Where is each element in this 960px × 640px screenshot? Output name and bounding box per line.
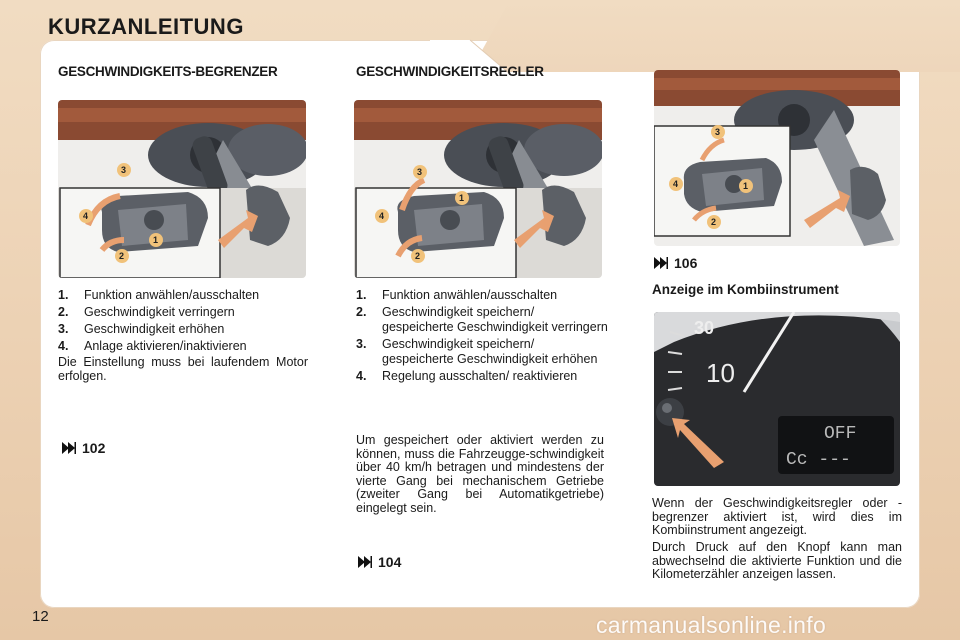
limiter-heading: GESCHWINDIGKEITS-BEGRENZER [58,64,278,79]
list-item: 1. Funktion anwählen/ausschalten [356,288,558,302]
display-page-ref[interactable]: 106 [654,255,697,271]
display-callout-3: 3 [715,127,721,137]
list-item: 3. Geschwindigkeit erhöhen [58,322,225,336]
list-item: 2. Geschwindigkeit verringern [58,305,235,319]
lcd-off-text: OFF [824,424,857,444]
display-heading: Anzeige im Kombiinstrument [652,282,839,297]
cruise-note: Um gespeichert oder aktiviert werden zu können, muss die Fahrzeugge-schwindigkeit über 40 km/h betragen und mindestens der vierte Gang bei mechanischem Getriebe (zweiter Gang bei Automatikgetriebe) eingelegt sein. [356,433,604,515]
limiter-callout-3: 3 [121,165,127,175]
display-callout-1: 1 [743,181,749,191]
fast-forward-icon [62,442,76,454]
display-paragraph-2: Durch Druck auf den Knopf kann man abwechselnd die aktivierte Funktion und die Kilometerzähler anzeigen lassen. [652,540,902,581]
cruise-callout-3: 3 [417,167,423,177]
cruise-stalk-photo [354,100,602,278]
watermark: carmanualsonline.info [596,612,827,638]
page-number: 12 [32,608,49,625]
display-callout-2: 2 [711,217,717,227]
cruise-callout-1: 1 [459,193,465,203]
cruise-page-ref[interactable]: 104 [358,554,401,570]
steering-stalk-photo [654,70,900,246]
instrument-cluster-photo [654,312,900,486]
display-paragraph-1: Wenn der Geschwindigkeitsregler oder -begrenzer aktiviert ist, wird dies im Kombiinstrument angezeigt. [652,496,902,537]
limiter-list [58,288,310,356]
fast-forward-icon [654,257,668,269]
list-item: 3. Geschwindigkeit speichern/ gespeicherte Geschwindigkeit erhöhen [356,337,598,366]
lcd-cc-text: Cc --- [786,450,851,470]
cruise-callout-2: 2 [415,251,421,261]
cruise-list [356,288,608,386]
limiter-page-ref[interactable]: 102 [62,440,105,456]
limiter-callout-1: 1 [153,235,159,245]
list-item: 4. Regelung ausschalten/ reaktivieren [356,369,578,383]
gauge-label-30: 30 [694,318,715,338]
cruise-callout-4: 4 [379,211,385,221]
page-title: KURZANLEITUNG [48,14,244,39]
list-item: 2. Geschwindigkeit speichern/ gespeicherte Geschwindigkeit verringern [356,305,608,334]
cruise-heading: GESCHWINDIGKEITSREGLER [356,64,544,79]
gauge-label-10: 10 [706,358,735,388]
limiter-note: Die Einstellung muss bei laufendem Motor erfolgen. [58,355,308,383]
fast-forward-icon [358,556,372,568]
display-callout-4: 4 [673,179,679,189]
list-item: 1. Funktion anwählen/ausschalten [58,288,260,302]
limiter-callout-4: 4 [83,211,89,221]
limiter-stalk-photo [58,100,306,278]
limiter-callout-2: 2 [119,251,125,261]
list-item: 4. Anlage aktivieren/inaktivieren [58,339,247,353]
header-tab-background [470,0,960,72]
